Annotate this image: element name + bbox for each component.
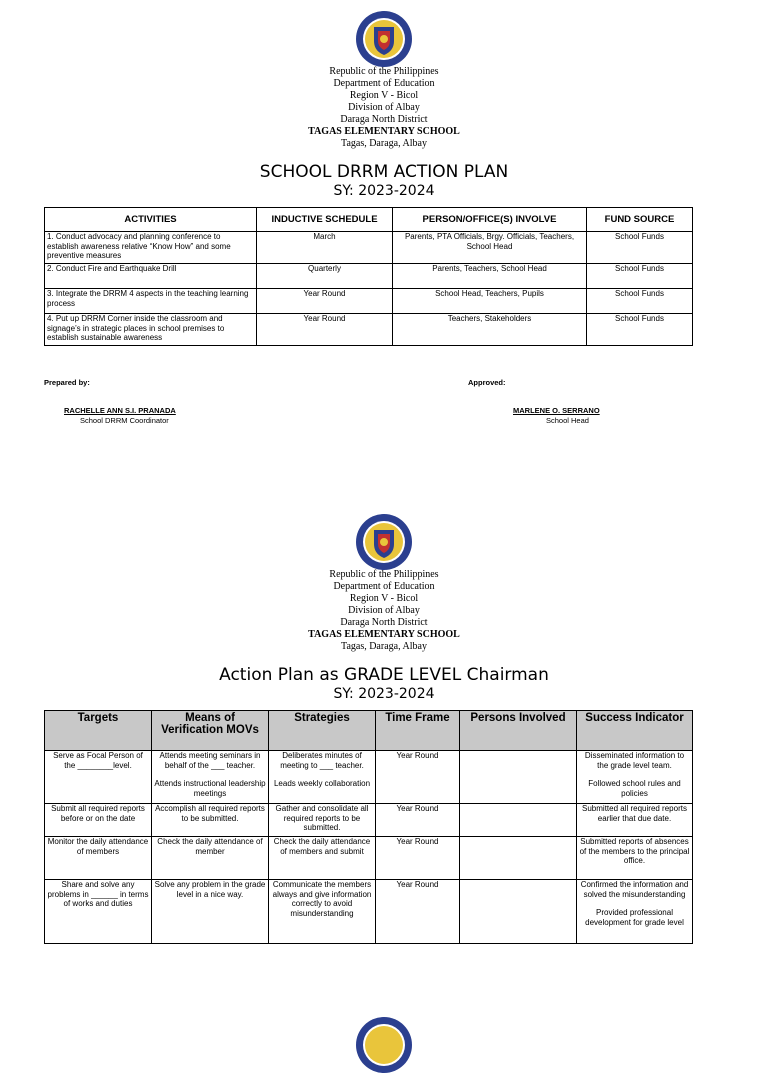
column-header: Targets bbox=[45, 711, 152, 751]
strategies-cell bbox=[269, 804, 376, 837]
time-frame-cell: Year Round bbox=[376, 804, 460, 837]
target-cell: Monitor the daily attendance of members bbox=[45, 837, 152, 880]
strategy-text: Gather and consolidate all required reports to be submitted. bbox=[275, 804, 369, 832]
column-header: Means of Verification MOVs bbox=[152, 711, 269, 751]
table-header-row bbox=[45, 208, 693, 232]
strategies-cell bbox=[269, 837, 376, 880]
success-indicator-cell bbox=[577, 880, 693, 944]
table-row bbox=[45, 232, 693, 264]
table-row bbox=[45, 289, 693, 314]
success-indicator-cell bbox=[577, 804, 693, 837]
prepared-by-role: School DRRM Coordinator bbox=[80, 416, 169, 425]
movs-cell bbox=[152, 837, 269, 880]
persons-cell: Parents, PTA Officials, Brgy. Officials, Teachers, School Head bbox=[393, 232, 587, 264]
time-frame-cell: Year Round bbox=[376, 837, 460, 880]
strategy-text: Leads weekly collaboration bbox=[273, 779, 371, 788]
movs-cell bbox=[152, 804, 269, 837]
time-frame-cell: Year Round bbox=[376, 751, 460, 804]
letterhead-line: Division of Albay bbox=[348, 102, 420, 113]
indicator-text: Provided professional development for grade level bbox=[585, 908, 684, 927]
deped-seal-logo bbox=[354, 512, 414, 572]
table-header-row bbox=[45, 711, 693, 751]
target-cell: Share and solve any problems in ______ in terms of works and duties bbox=[45, 880, 152, 944]
approved-label: Approved: bbox=[468, 378, 506, 387]
plan1-school-year: SY: 2023-2024 bbox=[333, 183, 435, 199]
movs-text: Attends instructional leadership meetings bbox=[154, 779, 266, 798]
plan2-title: Action Plan as GRADE LEVEL Chairman bbox=[219, 665, 549, 685]
movs-cell bbox=[152, 751, 269, 804]
target-cell: Submit all required reports before or on the date bbox=[45, 804, 152, 837]
column-header: Time Frame bbox=[376, 711, 460, 751]
approved-by-name: MARLENE O. SERRANO bbox=[513, 406, 600, 415]
strategy-text: Deliberates minutes of meeting to ___ teacher. bbox=[280, 751, 364, 770]
letterhead-line: Division of Albay bbox=[348, 605, 420, 616]
schedule-cell: Year Round bbox=[257, 289, 393, 314]
table-row bbox=[45, 751, 693, 804]
fund-cell: School Funds bbox=[587, 314, 693, 346]
column-header: INDUCTIVE SCHEDULE bbox=[257, 208, 393, 232]
grade-level-action-plan-table bbox=[44, 710, 693, 944]
letterhead bbox=[0, 569, 768, 653]
letterhead bbox=[0, 66, 768, 150]
schedule-cell: March bbox=[257, 232, 393, 264]
table-row bbox=[45, 314, 693, 346]
prepared-by-name: RACHELLE ANN S.I. PRANADA bbox=[64, 406, 176, 415]
column-header: PERSON/OFFICE(S) INVOLVE bbox=[393, 208, 587, 232]
plan2-school-year: SY: 2023-2024 bbox=[333, 686, 435, 702]
persons-involved-cell bbox=[460, 880, 577, 944]
success-indicator-cell bbox=[577, 751, 693, 804]
activity-cell: 2. Conduct Fire and Earthquake Drill bbox=[45, 264, 257, 289]
column-header: FUND SOURCE bbox=[587, 208, 693, 232]
school-name: TAGAS ELEMENTARY SCHOOL bbox=[308, 629, 460, 640]
strategies-cell bbox=[269, 751, 376, 804]
movs-text: Accomplish all required reports to be submitted. bbox=[155, 804, 265, 823]
indicator-text: Confirmed the information and solved the misunderstanding bbox=[580, 880, 689, 899]
movs-cell bbox=[152, 880, 269, 944]
movs-text: Solve any problem in the grade level in a nice way. bbox=[154, 880, 266, 899]
movs-text: Check the daily attendance of member bbox=[157, 837, 263, 856]
deped-seal-logo bbox=[354, 9, 414, 69]
table-row bbox=[45, 804, 693, 837]
table-row bbox=[45, 837, 693, 880]
indicator-text: Submitted reports of absences of the members to the principal office. bbox=[579, 837, 690, 865]
plan1-title: SCHOOL DRRM ACTION PLAN bbox=[259, 162, 509, 182]
column-header: Success Indicator bbox=[577, 711, 693, 751]
time-frame-cell: Year Round bbox=[376, 880, 460, 944]
movs-text: Attends meeting seminars in behalf of the ___ teacher. bbox=[159, 751, 261, 770]
activity-cell: 4. Put up DRRM Corner inside the classroom and signage’s in strategic places in school premises to establish sustainable awareness bbox=[45, 314, 257, 346]
table-row bbox=[45, 880, 693, 944]
prepared-by-label: Prepared by: bbox=[44, 378, 90, 387]
letterhead-line: Republic of the Philippines bbox=[329, 66, 439, 77]
indicator-text: Disseminated information to the grade level team. bbox=[584, 751, 685, 770]
letterhead-line: Region V - Bicol bbox=[349, 90, 419, 101]
fund-cell: School Funds bbox=[587, 264, 693, 289]
column-header: ACTIVITIES bbox=[45, 208, 257, 232]
deped-seal-logo bbox=[354, 1015, 414, 1075]
drrm-action-plan-table bbox=[44, 207, 693, 346]
persons-involved-cell bbox=[460, 837, 577, 880]
letterhead-line: Daraga North District bbox=[340, 617, 428, 628]
approved-by-role: School Head bbox=[546, 416, 589, 425]
persons-involved-cell bbox=[460, 804, 577, 837]
letterhead-line: Republic of the Philippines bbox=[329, 569, 439, 580]
persons-involved-cell bbox=[460, 751, 577, 804]
schedule-cell: Quarterly bbox=[257, 264, 393, 289]
letterhead-line: Daraga North District bbox=[340, 114, 428, 125]
column-header: Persons Involved bbox=[460, 711, 577, 751]
persons-cell: School Head, Teachers, Pupils bbox=[393, 289, 587, 314]
activity-cell: 1. Conduct advocacy and planning conference to establish awareness relative “Know How” and some preventive measures bbox=[45, 232, 257, 264]
letterhead-line: Department of Education bbox=[333, 78, 435, 89]
letterhead-line: Department of Education bbox=[333, 581, 435, 592]
success-indicator-cell bbox=[577, 837, 693, 880]
target-cell: Serve as Focal Person of the ________level. bbox=[45, 751, 152, 804]
fund-cell: School Funds bbox=[587, 289, 693, 314]
strategy-text: Communicate the members always and give information correctly to avoid misunderstanding bbox=[272, 880, 372, 918]
activity-cell: 3. Integrate the DRRM 4 aspects in the teaching learning process bbox=[45, 289, 257, 314]
strategies-cell bbox=[269, 880, 376, 944]
indicator-text: Submitted all required reports earlier that due date. bbox=[582, 804, 687, 823]
school-name: TAGAS ELEMENTARY SCHOOL bbox=[308, 126, 460, 137]
schedule-cell: Year Round bbox=[257, 314, 393, 346]
table-row bbox=[45, 264, 693, 289]
school-address: Tagas, Daraga, Albay bbox=[341, 138, 427, 149]
persons-cell: Teachers, Stakeholders bbox=[393, 314, 587, 346]
persons-cell: Parents, Teachers, School Head bbox=[393, 264, 587, 289]
fund-cell: School Funds bbox=[587, 232, 693, 264]
indicator-text: Followed school rules and policies bbox=[588, 779, 681, 798]
letterhead-line: Region V - Bicol bbox=[349, 593, 419, 604]
school-address: Tagas, Daraga, Albay bbox=[341, 641, 427, 652]
strategy-text: Check the daily attendance of members and submit bbox=[273, 837, 371, 856]
column-header: Strategies bbox=[269, 711, 376, 751]
